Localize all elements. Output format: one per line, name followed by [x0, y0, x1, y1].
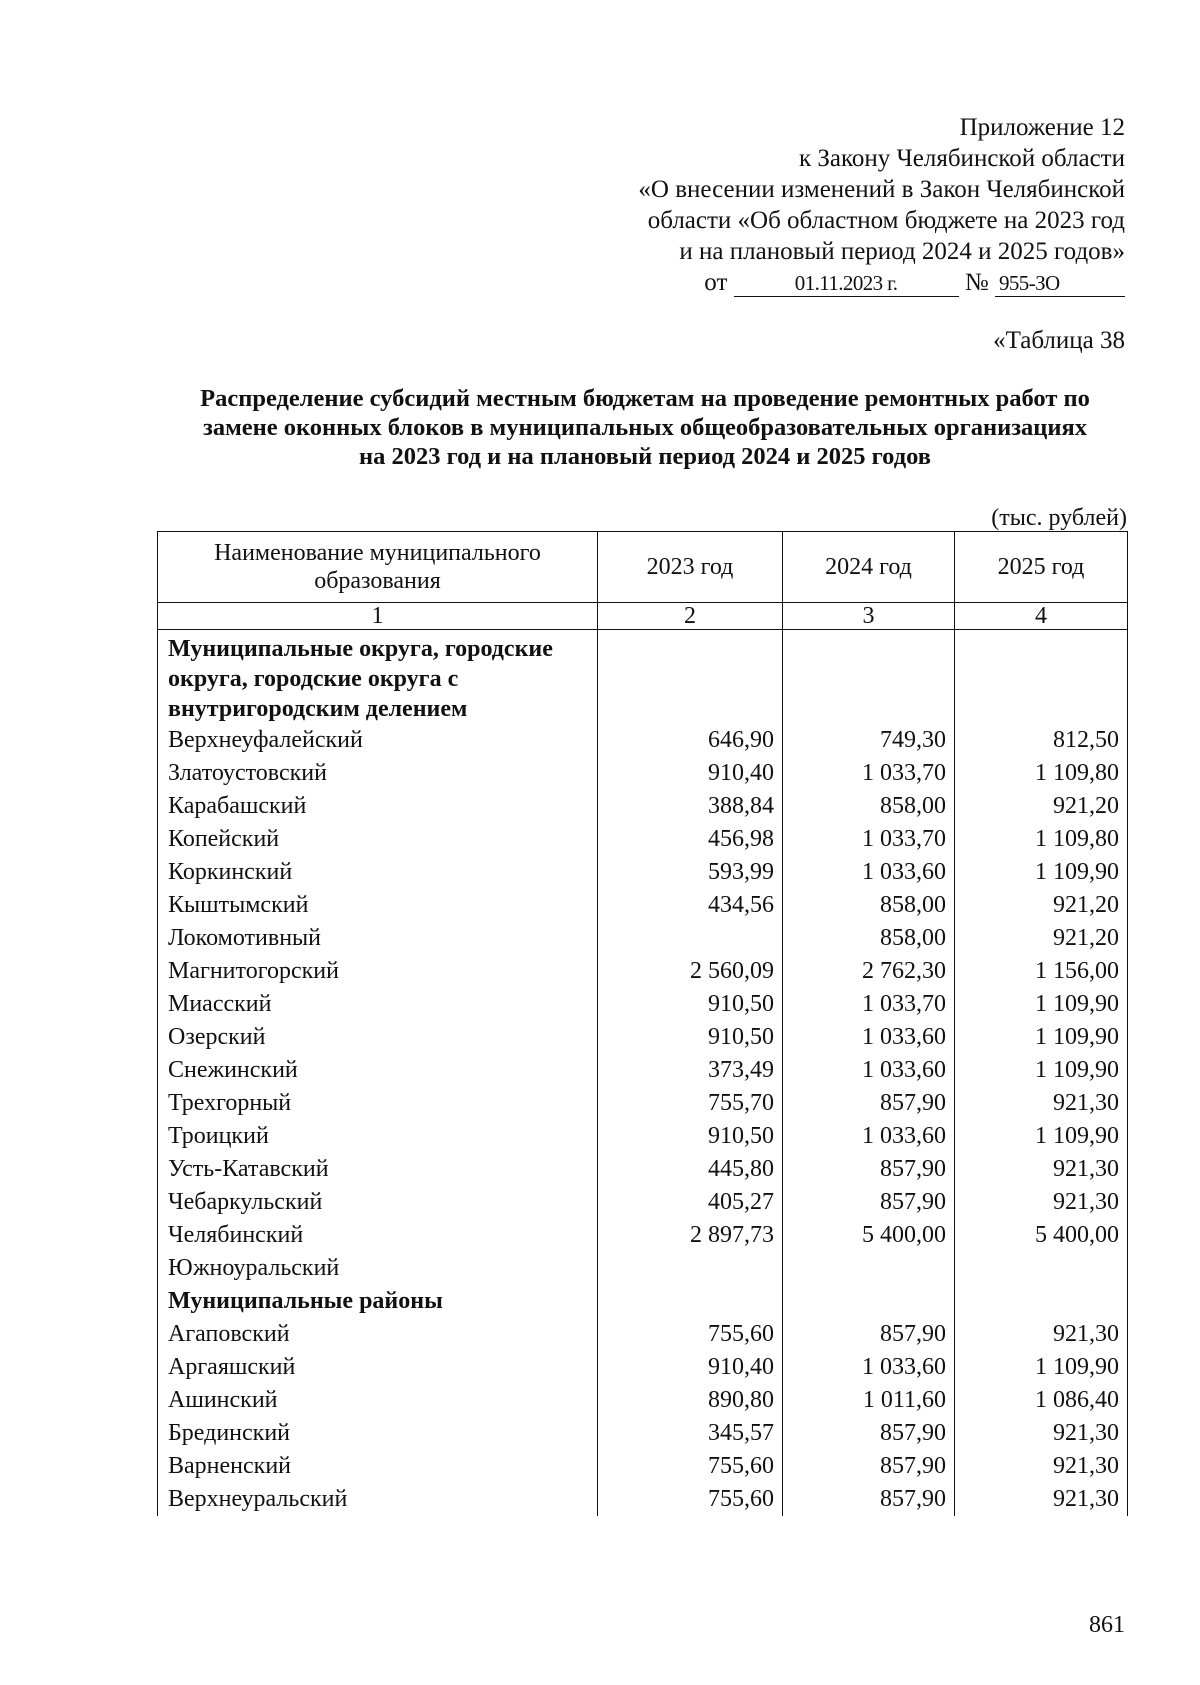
value-2024: 1 033,60 [783, 1120, 955, 1153]
section-header-row [158, 630, 1128, 725]
appendix-line: и на плановый период 2024 и 2025 годов» [679, 238, 1125, 265]
value-2025: 921,30 [955, 1417, 1128, 1450]
value-2025: 921,30 [955, 1483, 1128, 1516]
value-2025: 1 156,00 [955, 955, 1128, 988]
value-2025: 5 400,00 [955, 1219, 1128, 1252]
value-2025: 921,30 [955, 1186, 1128, 1219]
value-2024: 749,30 [783, 724, 955, 757]
column-number: 2 [598, 603, 783, 630]
table-header-row [158, 532, 1128, 603]
value-2023: 2 560,09 [598, 955, 783, 988]
empty-cell [955, 630, 1128, 725]
value-2025: 1 086,40 [955, 1384, 1128, 1417]
table-row [158, 955, 1128, 988]
municipality-name: Кыштымский [158, 889, 598, 922]
municipality-name: Верхнеуральский [158, 1483, 598, 1516]
value-2024: 1 011,60 [783, 1384, 955, 1417]
value-2025: 921,30 [955, 1450, 1128, 1483]
value-2023: 755,70 [598, 1087, 783, 1120]
value-2023: 755,60 [598, 1483, 783, 1516]
column-header-name: Наименование муниципального образования [158, 532, 598, 603]
value-2023: 910,40 [598, 757, 783, 790]
value-2024: 858,00 [783, 922, 955, 955]
table-row [158, 1021, 1128, 1054]
subsidy-table [157, 531, 1128, 1516]
table-row [158, 1483, 1128, 1516]
table-row [158, 823, 1128, 856]
appendix-line: к Закону Челябинской области [799, 145, 1125, 172]
value-2024: 1 033,60 [783, 1351, 955, 1384]
number-label: № [964, 269, 989, 296]
value-2023: 910,50 [598, 1021, 783, 1054]
table-row [158, 1417, 1128, 1450]
table-row [158, 1186, 1128, 1219]
value-2025: 812,50 [955, 724, 1128, 757]
appendix-line: области «Об областном бюджете на 2023 год [647, 207, 1125, 234]
table-row [158, 1087, 1128, 1120]
column-header-2024: 2024 год [783, 532, 955, 603]
table-row [158, 889, 1128, 922]
law-date-number-line [425, 267, 1125, 298]
table-row [158, 757, 1128, 790]
value-2025: 921,20 [955, 922, 1128, 955]
municipality-name: Верхнеуфалейский [158, 724, 598, 757]
value-2025: 1 109,90 [955, 988, 1128, 1021]
value-2023: 345,57 [598, 1417, 783, 1450]
municipality-name: Южноуральский [158, 1252, 598, 1285]
municipality-name: Усть-Катавский [158, 1153, 598, 1186]
table-row [158, 790, 1128, 823]
value-2024: 5 400,00 [783, 1219, 955, 1252]
document-title [160, 384, 1130, 471]
value-2024: 1 033,60 [783, 856, 955, 889]
value-2025: 1 109,90 [955, 856, 1128, 889]
table-row [158, 1384, 1128, 1417]
value-2025: 921,30 [955, 1318, 1128, 1351]
value-2023: 910,40 [598, 1351, 783, 1384]
value-2024 [783, 1252, 955, 1285]
table-row [158, 1054, 1128, 1087]
table-row [158, 1153, 1128, 1186]
value-2024: 858,00 [783, 889, 955, 922]
value-2025: 1 109,80 [955, 823, 1128, 856]
table-row [158, 856, 1128, 889]
title-line: Распределение субсидий местным бюджетам на проведение ремонтных работ по [200, 385, 1090, 412]
municipality-name: Ашинский [158, 1384, 598, 1417]
value-2024: 1 033,60 [783, 1021, 955, 1054]
value-2024: 1 033,60 [783, 1054, 955, 1087]
table-row [158, 1318, 1128, 1351]
value-2024: 857,90 [783, 1153, 955, 1186]
municipality-name: Снежинский [158, 1054, 598, 1087]
table-row [158, 724, 1128, 757]
value-2025: 921,20 [955, 889, 1128, 922]
table-row [158, 988, 1128, 1021]
appendix-line: «О внесении изменений в Закон Челябинской [638, 176, 1125, 203]
page-number: 861 [1089, 1612, 1125, 1638]
value-2024: 858,00 [783, 790, 955, 823]
value-2023: 890,80 [598, 1384, 783, 1417]
municipality-name: Аргаяшский [158, 1351, 598, 1384]
value-2023: 445,80 [598, 1153, 783, 1186]
value-2023: 373,49 [598, 1054, 783, 1087]
value-2025: 921,20 [955, 790, 1128, 823]
law-date: 01.11.2023 г. [734, 270, 959, 297]
value-2023: 755,60 [598, 1450, 783, 1483]
value-2023: 434,56 [598, 889, 783, 922]
value-2024: 857,90 [783, 1186, 955, 1219]
value-2025: 1 109,90 [955, 1351, 1128, 1384]
value-2025: 1 109,90 [955, 1021, 1128, 1054]
value-2024: 2 762,30 [783, 955, 955, 988]
table-label: «Таблица 38 [993, 327, 1125, 354]
column-number-row [158, 603, 1128, 630]
value-2023: 405,27 [598, 1186, 783, 1219]
municipality-name: Озерский [158, 1021, 598, 1054]
value-2024: 857,90 [783, 1318, 955, 1351]
municipality-name: Карабашский [158, 790, 598, 823]
table-row [158, 1252, 1128, 1285]
column-number: 3 [783, 603, 955, 630]
section-header-row [158, 1285, 1128, 1318]
table-row [158, 922, 1128, 955]
table-row [158, 1450, 1128, 1483]
empty-cell [598, 1285, 783, 1318]
title-line: на 2023 год и на плановый период 2024 и 2025 годов [358, 443, 931, 470]
column-number: 4 [955, 603, 1128, 630]
empty-cell [783, 1285, 955, 1318]
value-2023 [598, 922, 783, 955]
municipality-name: Чебаркульский [158, 1186, 598, 1219]
table-row [158, 1120, 1128, 1153]
municipality-name: Коркинский [158, 856, 598, 889]
value-2025: 921,30 [955, 1087, 1128, 1120]
municipality-name: Златоустовский [158, 757, 598, 790]
table-row [158, 1351, 1128, 1384]
municipality-name: Магнитогорский [158, 955, 598, 988]
municipality-name: Троицкий [158, 1120, 598, 1153]
title-line: замене оконных блоков в муниципальных общеобразовательных организациях [202, 414, 1088, 441]
value-2023: 593,99 [598, 856, 783, 889]
value-2024: 857,90 [783, 1417, 955, 1450]
law-number: 955-ЗО [995, 270, 1125, 297]
municipality-name: Брединский [158, 1417, 598, 1450]
column-number: 1 [158, 603, 598, 630]
value-2023: 910,50 [598, 988, 783, 1021]
value-2023 [598, 1252, 783, 1285]
value-2025: 1 109,90 [955, 1120, 1128, 1153]
section-name: Муниципальные районы [158, 1285, 598, 1318]
value-2023: 388,84 [598, 790, 783, 823]
section-name: Муниципальные округа, городские округа, городские округа с внутригородским делением [158, 630, 598, 725]
value-2025: 1 109,90 [955, 1054, 1128, 1087]
municipality-name: Копейский [158, 823, 598, 856]
column-header-2025: 2025 год [955, 532, 1128, 603]
value-2024: 1 033,70 [783, 823, 955, 856]
table-body [158, 630, 1128, 1517]
empty-cell [955, 1285, 1128, 1318]
value-2023: 910,50 [598, 1120, 783, 1153]
municipality-name: Агаповский [158, 1318, 598, 1351]
value-2025 [955, 1252, 1128, 1285]
value-2023: 2 897,73 [598, 1219, 783, 1252]
empty-cell [598, 630, 783, 725]
value-2023: 755,60 [598, 1318, 783, 1351]
table-row [158, 1219, 1128, 1252]
units-label: (тыс. рублей) [991, 505, 1127, 531]
municipality-name: Миасский [158, 988, 598, 1021]
value-2024: 1 033,70 [783, 757, 955, 790]
municipality-name: Трехгорный [158, 1087, 598, 1120]
column-header-2023: 2023 год [598, 532, 783, 603]
appendix-header [425, 112, 1125, 298]
municipality-name: Локомотивный [158, 922, 598, 955]
value-2025: 921,30 [955, 1153, 1128, 1186]
value-2023: 646,90 [598, 724, 783, 757]
value-2024: 857,90 [783, 1483, 955, 1516]
value-2024: 857,90 [783, 1087, 955, 1120]
value-2023: 456,98 [598, 823, 783, 856]
appendix-line: Приложение 12 [959, 114, 1125, 141]
value-2024: 857,90 [783, 1450, 955, 1483]
from-label: от [704, 269, 728, 296]
empty-cell [783, 630, 955, 725]
municipality-name: Челябинский [158, 1219, 598, 1252]
municipality-name: Варненский [158, 1450, 598, 1483]
value-2025: 1 109,80 [955, 757, 1128, 790]
value-2024: 1 033,70 [783, 988, 955, 1021]
